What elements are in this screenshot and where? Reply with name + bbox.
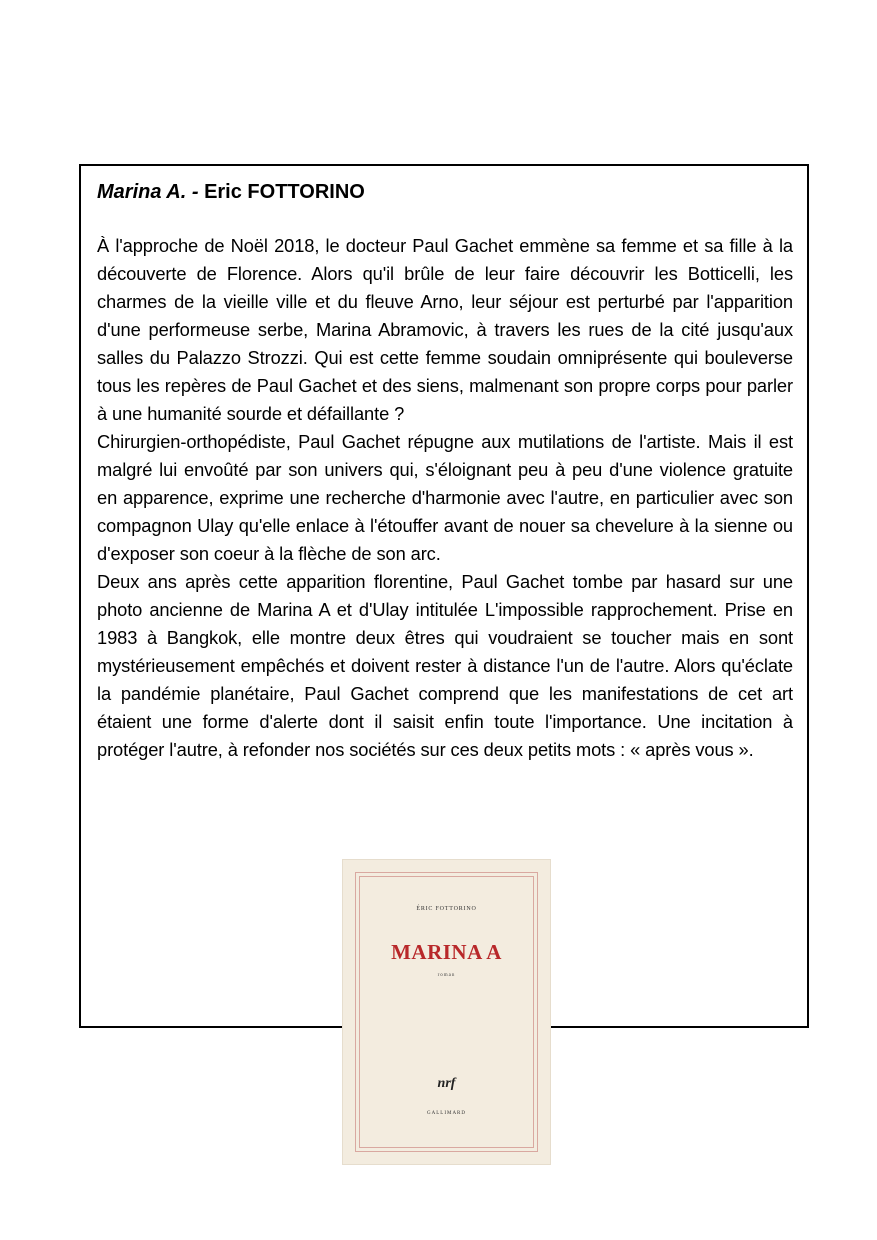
book-title: Marina A. bbox=[97, 181, 187, 203]
review-body bbox=[97, 232, 793, 764]
book-cover-image bbox=[342, 859, 551, 1165]
review-paragraph: Chirurgien-orthopédiste, Paul Gachet répugne aux mutilations de l'artiste. Mais il est malgré lui envoûté par son univers qui, s'éloignant peu à peu d'une violence gratuite en apparence, exprime une recherche d'harmonie avec l'autre, en particulier avec son compagnon Ulay qu'elle enlace à l'étouffer avant de nouer sa chevelure à la sienne ou d'exposer son coeur à la flèche de son arc. bbox=[97, 431, 793, 564]
title-separator: - bbox=[186, 181, 205, 203]
nrf-logo-icon: nrf bbox=[437, 1076, 456, 1091]
review-heading bbox=[97, 178, 793, 206]
review-paragraph: À l'approche de Noël 2018, le docteur Paul Gachet emmène sa femme et sa fille à la découverte de Florence. Alors qu'il brûle de leur faire découvrir les Botticelli, les charmes de la vieille ville et du fleuve Arno, leur séjour est perturbé par l'apparition d'une performeuse serbe, Marina Abramovic, à travers les rues de la cité jusqu'aux salles du Palazzo Strozzi. Qui est cette femme soudain omniprésente qui bouleverse tous les repères de Paul Gachet et des siens, malmenant son propre corps pour parler à une humanité sourde et défaillante ? bbox=[97, 235, 793, 424]
cover-author: ÉRIC FOTTORINO bbox=[416, 906, 477, 912]
review-paragraph: Deux ans après cette apparition florentine, Paul Gachet tombe par hasard sur une photo ancienne de Marina A et d'Ulay intitulée L'impossible rapprochement. Prise en 1983 à Bangkok, elle montre deux êtres qui voudraient se toucher mais en sont mystérieusement empêchés et doivent rester à distance l'un de l'autre. Alors qu'éclate la pandémie planétaire, Paul Gachet comprend que les manifestations de cet art étaient une forme d'alerte dont il saisit enfin toute l'importance. Une incitation à protéger l'autre, à refonder nos sociétés sur ces deux petits mots : « après vous ». bbox=[97, 571, 793, 760]
cover-title: MARINA A bbox=[391, 940, 502, 964]
cover-genre: roman bbox=[437, 973, 456, 978]
cover-publisher: GALLIMARD bbox=[427, 1111, 466, 1116]
book-author: Eric FOTTORINO bbox=[204, 181, 365, 203]
cover-frame-inner bbox=[359, 876, 534, 1148]
